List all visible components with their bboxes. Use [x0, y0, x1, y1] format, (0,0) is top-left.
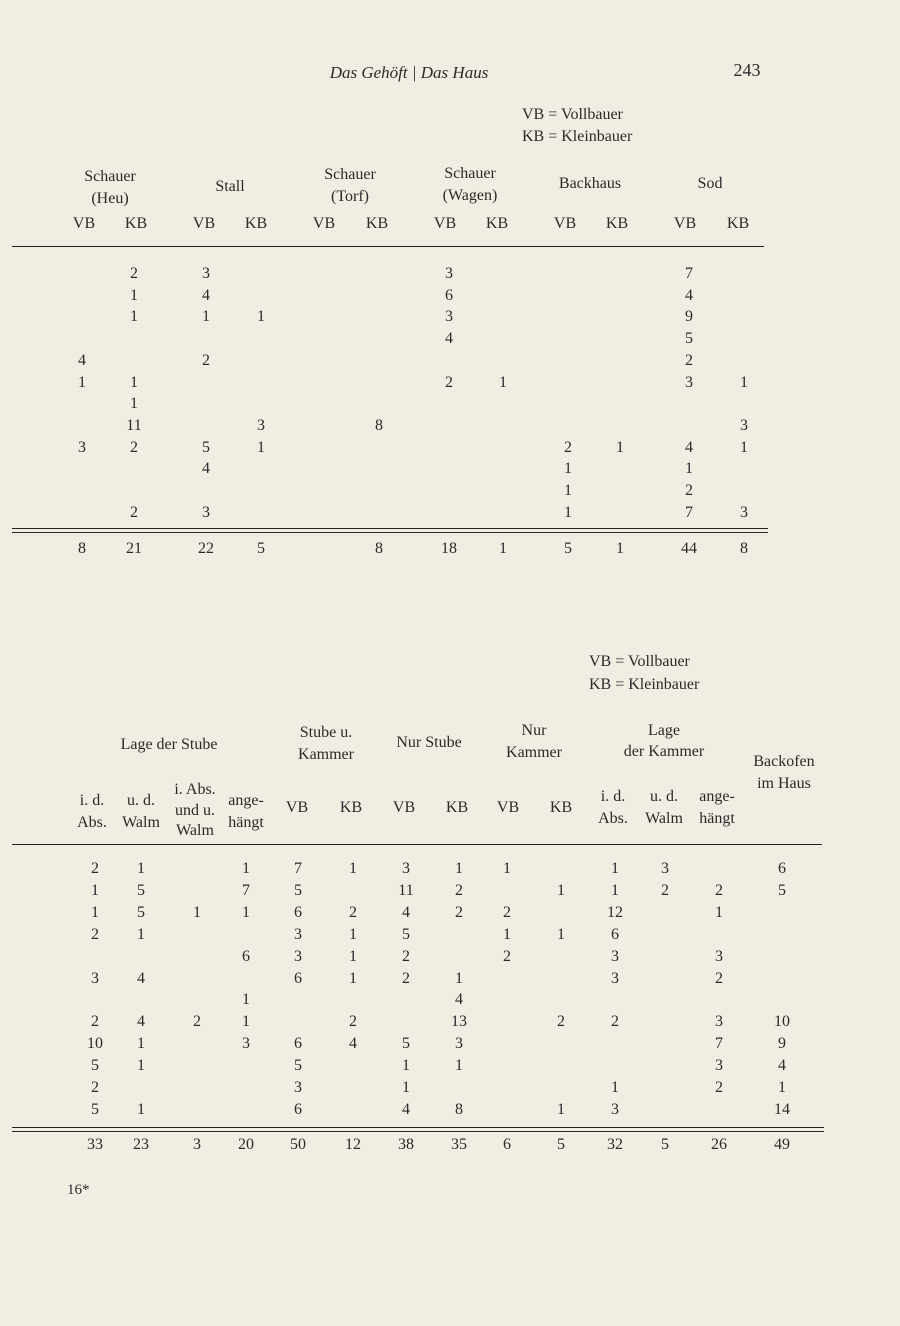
table2-cell: 5: [91, 1057, 99, 1074]
table1-subheader: KB: [244, 215, 268, 232]
legend-kb-2: KB = Kleinbauer: [589, 676, 700, 693]
table1-group-header-line2: (Torf): [331, 188, 369, 205]
sub-iabs-3: Walm: [176, 822, 214, 839]
table2-cell: 11: [398, 882, 414, 899]
header-lage-der-stube: Lage der Stube: [120, 736, 218, 753]
table2-cell: 5: [137, 882, 145, 899]
table2-cell: 4: [137, 1013, 145, 1030]
table2-total-cell: 26: [711, 1136, 727, 1153]
table1-cell: 11: [126, 417, 142, 434]
table2-total-cell: 5: [661, 1136, 669, 1153]
table2-cell: 3: [715, 948, 723, 965]
sub-iabs-2: und u.: [175, 802, 215, 819]
table1-cell: 4: [202, 460, 210, 477]
table2-total-cell: 35: [451, 1136, 467, 1153]
table2-cell: 7: [294, 860, 302, 877]
table2-subheader-kb: KB: [339, 799, 363, 816]
table2-total-cell: 12: [345, 1136, 361, 1153]
table1-subheader: KB: [365, 215, 389, 232]
table2-cell: 1: [455, 1057, 463, 1074]
page-number: 243: [733, 60, 761, 80]
table2-cell: 1: [349, 948, 357, 965]
table2-total-cell: 32: [607, 1136, 623, 1153]
table2-cell: 5: [137, 904, 145, 921]
table1-cell: 1: [130, 374, 138, 391]
table1-cell: 1: [616, 439, 624, 456]
table2-cell: 1: [557, 1101, 565, 1118]
table1-cell: 2: [130, 439, 138, 456]
table2-cell: 1: [349, 926, 357, 943]
table2-cell: 1: [715, 904, 723, 921]
table1-cell: 3: [445, 308, 453, 325]
table1-cell: 7: [685, 504, 693, 521]
table2-cell: 14: [774, 1101, 790, 1118]
table1-total-cell: 8: [78, 540, 86, 557]
table2-cell: 1: [557, 882, 565, 899]
table1-group-header-line2: (Heu): [91, 190, 129, 207]
table1-cell: 1: [564, 504, 572, 521]
table2-cell: 2: [455, 882, 463, 899]
table2-cell: 1: [242, 991, 250, 1008]
table1-cell: 7: [685, 265, 693, 282]
table2-subheader-vb: VB: [392, 799, 416, 816]
table1-subheader: VB: [192, 215, 216, 232]
table2-cell: 2: [91, 860, 99, 877]
table2-cell: 5: [778, 882, 786, 899]
table2-total-cell: 50: [290, 1136, 306, 1153]
sub-udw-1: u. d.: [127, 792, 155, 809]
running-title: Das Gehöft | Das Haus: [329, 63, 489, 82]
table1-cell: 8: [375, 417, 383, 434]
table2-cell: 12: [607, 904, 623, 921]
table2-cell: 4: [402, 904, 410, 921]
table2-cell: 4: [778, 1057, 786, 1074]
table2-cell: 2: [349, 904, 357, 921]
table2-cell: 1: [242, 860, 250, 877]
table2-total-rule-b: [12, 1131, 824, 1132]
table2-total-rule-a: [12, 1127, 824, 1128]
header-lage-kammer-1: Lage: [648, 722, 680, 739]
table2-cell: 6: [242, 948, 250, 965]
table2-cell: 2: [715, 1079, 723, 1096]
table1-cell: 1: [564, 482, 572, 499]
table1-total-cell: 44: [681, 540, 697, 557]
table1-cell: 2: [445, 374, 453, 391]
table1-cell: 2: [130, 504, 138, 521]
table2-total-cell: 23: [133, 1136, 149, 1153]
table2-cell: 1: [557, 926, 565, 943]
table1-cell: 2: [564, 439, 572, 456]
table1-cell: 1: [130, 308, 138, 325]
table1-total-cell: 8: [375, 540, 383, 557]
table2-cell: 5: [402, 1035, 410, 1052]
table2-cell: 2: [91, 926, 99, 943]
table1-subheader: VB: [553, 215, 577, 232]
table1-cell: 1: [130, 287, 138, 304]
table2-cell: 1: [503, 860, 511, 877]
table2-cell: 3: [661, 860, 669, 877]
header-backofen-2: im Haus: [757, 775, 811, 792]
table1-group-header: Backhaus: [558, 175, 622, 192]
table2-cell: 6: [294, 1101, 302, 1118]
header-nur-stube: Nur Stube: [396, 734, 462, 751]
sub-ange-1: ange-: [228, 792, 264, 809]
table2-cell: 1: [137, 1035, 145, 1052]
sub-kammer-ange-1: ange-: [699, 788, 735, 805]
table2-cell: 7: [242, 882, 250, 899]
table1-cell: 6: [445, 287, 453, 304]
table2-cell: 1: [611, 1079, 619, 1096]
table2-cell: 6: [611, 926, 619, 943]
table2-cell: 4: [455, 991, 463, 1008]
table1-total-cell: 18: [441, 540, 457, 557]
table2-cell: 2: [715, 882, 723, 899]
table2-total-cell: 3: [193, 1136, 201, 1153]
table2-cell: 8: [455, 1101, 463, 1118]
table2-cell: 1: [137, 1101, 145, 1118]
table1-cell: 3: [257, 417, 265, 434]
table1-subheader: KB: [726, 215, 750, 232]
header-lage-kammer-2: der Kammer: [623, 743, 705, 760]
table2-cell: 1: [137, 860, 145, 877]
table1-subheader: VB: [673, 215, 697, 232]
table2-cell: 4: [137, 970, 145, 987]
table1-cell: 2: [685, 482, 693, 499]
table2-cell: 1: [455, 860, 463, 877]
table2-cell: 1: [402, 1079, 410, 1096]
table1-cell: 3: [445, 265, 453, 282]
table2-cell: 3: [294, 948, 302, 965]
sub-kammer-ange-2: hängt: [699, 810, 735, 827]
table1-cell: 1: [202, 308, 210, 325]
table1-total-cell: 8: [740, 540, 748, 557]
table2-cell: 2: [661, 882, 669, 899]
table2-cell: 5: [91, 1101, 99, 1118]
table1-subheader: VB: [312, 215, 336, 232]
table1-subheader: KB: [485, 215, 509, 232]
header-nur-kammer-2: Kammer: [506, 744, 562, 761]
table1-cell: 1: [685, 460, 693, 477]
table2-subheader-vb: VB: [496, 799, 520, 816]
table2-header-rule: [12, 844, 822, 845]
sub-ange-2: hängt: [228, 814, 264, 831]
table1-subheader: VB: [433, 215, 457, 232]
header-stube-kammer-2: Kammer: [298, 746, 354, 763]
table1-cell: 1: [740, 439, 748, 456]
table2-cell: 4: [402, 1101, 410, 1118]
table1-total-cell: 22: [198, 540, 214, 557]
table2-cell: 1: [242, 1013, 250, 1030]
table2-cell: 3: [242, 1035, 250, 1052]
table2-cell: 4: [349, 1035, 357, 1052]
table2-cell: 2: [715, 970, 723, 987]
table2-cell: 3: [294, 1079, 302, 1096]
table2-cell: 2: [91, 1013, 99, 1030]
table2-cell: 2: [611, 1013, 619, 1030]
header-nur-kammer-1: Nur: [521, 722, 547, 739]
table2-cell: 2: [455, 904, 463, 921]
table1-header-rule: [12, 246, 764, 247]
table2-cell: 1: [778, 1079, 786, 1096]
table2-cell: 2: [503, 904, 511, 921]
table2-cell: 1: [193, 904, 201, 921]
table2-cell: 6: [294, 1035, 302, 1052]
sub-ida-1: i. d.: [79, 792, 105, 809]
table1-cell: 4: [202, 287, 210, 304]
table2-total-cell: 5: [557, 1136, 565, 1153]
table2-cell: 13: [451, 1013, 467, 1030]
table2-cell: 2: [349, 1013, 357, 1030]
table2-cell: 1: [91, 904, 99, 921]
sub-kammer-udw-2: Walm: [645, 810, 683, 827]
table1-cell: 5: [685, 330, 693, 347]
table1-group-header: Schauer: [324, 166, 376, 183]
table2-subheader-kb: KB: [549, 799, 573, 816]
table1-subheader: VB: [72, 215, 96, 232]
table1-cell: 2: [202, 352, 210, 369]
table2-cell: 5: [294, 882, 302, 899]
table1-cell: 1: [78, 374, 86, 391]
table2-cell: 1: [91, 882, 99, 899]
sub-udw-2: Walm: [122, 814, 160, 831]
table2-cell: 10: [774, 1013, 790, 1030]
table1-cell: 4: [685, 439, 693, 456]
table2-cell: 3: [611, 970, 619, 987]
table2-cell: 1: [402, 1057, 410, 1074]
page-signature: 16*: [67, 1182, 90, 1198]
table1-cell: 4: [685, 287, 693, 304]
table1-cell: 9: [685, 308, 693, 325]
table2-cell: 6: [294, 904, 302, 921]
table2-cell: 2: [91, 1079, 99, 1096]
table2-cell: 3: [402, 860, 410, 877]
table1-subheader: KB: [605, 215, 629, 232]
table2-total-cell: 20: [238, 1136, 254, 1153]
table1-group-header: Schauer: [84, 168, 136, 185]
table2-cell: 10: [87, 1035, 103, 1052]
table1-cell: 1: [499, 374, 507, 391]
table1-cell: 4: [78, 352, 86, 369]
table2-cell: 6: [294, 970, 302, 987]
table1-cell: 3: [685, 374, 693, 391]
table2-total-cell: 33: [87, 1136, 103, 1153]
header-backofen-1: Backofen: [753, 753, 815, 770]
table1-total-rule-b: [12, 532, 768, 533]
table1-group-header: Stall: [215, 178, 245, 195]
table1-cell: 3: [740, 504, 748, 521]
table1-total-cell: 1: [616, 540, 624, 557]
table2-total-cell: 38: [398, 1136, 414, 1153]
table2-cell: 7: [715, 1035, 723, 1052]
table2-cell: 1: [242, 904, 250, 921]
table2-cell: 3: [91, 970, 99, 987]
table2-cell: 3: [611, 1101, 619, 1118]
table1-cell: 2: [130, 265, 138, 282]
legend-vb-2: VB = Vollbauer: [589, 653, 690, 670]
table1-cell: 3: [202, 265, 210, 282]
table1-cell: 3: [78, 439, 86, 456]
table2-cell: 1: [137, 1057, 145, 1074]
table1-total-cell: 5: [257, 540, 265, 557]
table2-cell: 3: [611, 948, 619, 965]
table1-cell: 4: [445, 330, 453, 347]
sub-ida-2: Abs.: [77, 814, 107, 831]
table1-cell: 1: [257, 439, 265, 456]
table1-cell: 5: [202, 439, 210, 456]
table2-cell: 3: [294, 926, 302, 943]
table2-cell: 1: [349, 970, 357, 987]
table2-cell: 2: [193, 1013, 201, 1030]
sub-iabs-1: i. Abs.: [174, 781, 216, 798]
table1-total-cell: 5: [564, 540, 572, 557]
legend-vb: VB = Vollbauer: [522, 106, 623, 123]
table1-total-cell: 21: [126, 540, 142, 557]
table1-cell: 1: [740, 374, 748, 391]
table1-cell: 1: [257, 308, 265, 325]
table1-cell: 1: [564, 460, 572, 477]
table1-total-cell: 1: [499, 540, 507, 557]
table2-cell: 9: [778, 1035, 786, 1052]
table1-group-header: Schauer: [444, 165, 496, 182]
table1-cell: 1: [130, 395, 138, 412]
header-stube-kammer-1: Stube u.: [299, 724, 353, 741]
table2-cell: 3: [455, 1035, 463, 1052]
table2-cell: 2: [402, 970, 410, 987]
table2-cell: 2: [503, 948, 511, 965]
table2-cell: 2: [402, 948, 410, 965]
table2-cell: 5: [294, 1057, 302, 1074]
table2-cell: 1: [455, 970, 463, 987]
table1-group-header: Sod: [697, 175, 723, 192]
table2-total-cell: 6: [503, 1136, 511, 1153]
table1-cell: 2: [685, 352, 693, 369]
table2-total-cell: 49: [774, 1136, 790, 1153]
table1-cell: 3: [740, 417, 748, 434]
table2-cell: 2: [557, 1013, 565, 1030]
table1-subheader: KB: [124, 215, 148, 232]
table2-cell: 1: [349, 860, 357, 877]
table1-cell: 3: [202, 504, 210, 521]
table2-cell: 1: [611, 882, 619, 899]
table2-subheader-vb: VB: [285, 799, 309, 816]
sub-kammer-ida-2: Abs.: [598, 810, 628, 827]
table2-cell: 3: [715, 1013, 723, 1030]
table2-subheader-kb: KB: [445, 799, 469, 816]
table2-cell: 1: [137, 926, 145, 943]
table2-cell: 6: [778, 860, 786, 877]
table1-total-rule-a: [12, 528, 768, 529]
table1-group-header-line2: (Wagen): [442, 187, 498, 204]
sub-kammer-ida-1: i. d.: [600, 788, 626, 805]
table2-cell: 3: [715, 1057, 723, 1074]
legend-kb: KB = Kleinbauer: [522, 128, 633, 145]
table2-cell: 5: [402, 926, 410, 943]
sub-kammer-udw-1: u. d.: [650, 788, 678, 805]
table2-cell: 1: [503, 926, 511, 943]
table2-cell: 1: [611, 860, 619, 877]
